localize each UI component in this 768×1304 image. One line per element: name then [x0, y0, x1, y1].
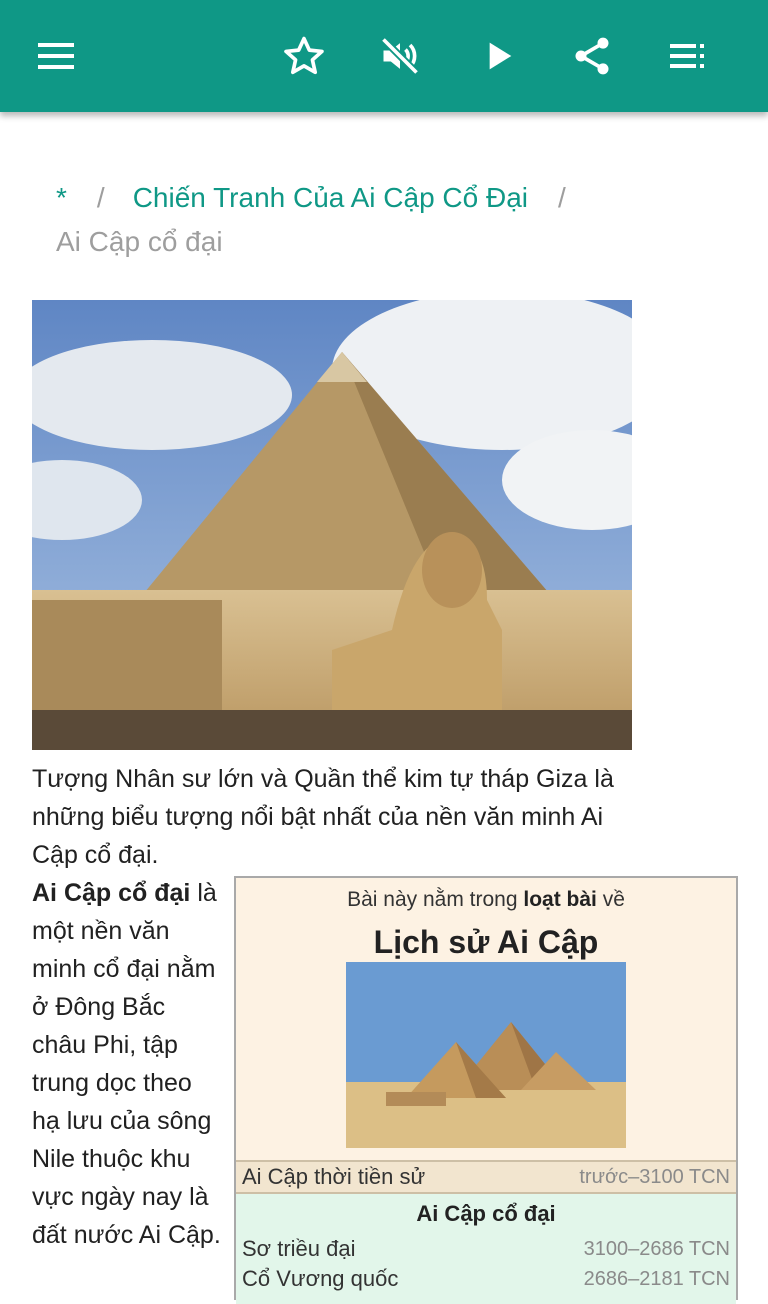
infobox-row-value: 2686–2181 TCN	[583, 1267, 730, 1290]
infobox-row-label: Ai Cập thời tiền sử	[242, 1164, 426, 1189]
breadcrumb-separator: /	[96, 182, 105, 213]
infobox-intro	[236, 886, 736, 914]
infobox-row-label: Sơ triều đại	[242, 1236, 356, 1261]
playlist-icon[interactable]	[660, 28, 716, 84]
volume-off-icon[interactable]	[372, 28, 428, 84]
lead-term: Ai Cập cổ đại	[32, 879, 191, 907]
infobox-title: Lịch sử Ai Cập	[373, 924, 599, 960]
infobox-section-ancient	[236, 1194, 736, 1304]
infobox-row-old-kingdom[interactable]	[236, 1262, 736, 1296]
app-toolbar	[0, 0, 768, 112]
breadcrumb-parent-link[interactable]: Chiến Tranh Của Ai Cập Cổ Đại	[132, 182, 529, 213]
star-icon[interactable]	[276, 28, 332, 84]
hero-image-pyramid-sphinx[interactable]	[32, 300, 632, 750]
infobox-row-early-dynastic[interactable]	[236, 1232, 736, 1266]
infobox	[234, 876, 738, 1300]
breadcrumb-current: Ai Cập cổ đại	[56, 226, 223, 257]
lead-paragraph	[32, 874, 222, 1254]
infobox-row-value: trước–3100 TCN	[579, 1165, 730, 1188]
lead-text: là một nền văn minh cổ đại nằm ở Đông Bắc châu Phi, tập trung dọc theo hạ lưu của sông Nile thuộc khu vực ngày nay là đất nước Ai Cập.	[32, 879, 221, 1249]
breadcrumb	[56, 176, 736, 264]
infobox-intro-text: về	[602, 888, 625, 911]
image-caption: Tượng Nhân sư lớn và Quần thể kim tự tháp Giza là những biểu tượng nổi bật nhất của nền văn minh Ai Cập cổ đại.	[32, 765, 614, 869]
share-icon[interactable]	[564, 28, 620, 84]
infobox-image-pyramids[interactable]	[346, 962, 626, 1148]
breadcrumb-home-link[interactable]: *	[56, 182, 67, 213]
infobox-row-value: 3100–2686 TCN	[583, 1237, 730, 1260]
infobox-series-link[interactable]: loạt bài	[523, 888, 597, 911]
infobox-row-label: Cổ Vương quốc	[242, 1266, 399, 1291]
infobox-intro-text: Bài này nằm trong	[347, 888, 518, 911]
breadcrumb-separator: /	[558, 182, 566, 213]
infobox-row-prehistoric[interactable]	[236, 1160, 736, 1194]
infobox-section-title: Ai Cập cổ đại	[416, 1201, 556, 1226]
play-icon[interactable]	[470, 28, 526, 84]
menu-icon[interactable]	[28, 28, 84, 84]
